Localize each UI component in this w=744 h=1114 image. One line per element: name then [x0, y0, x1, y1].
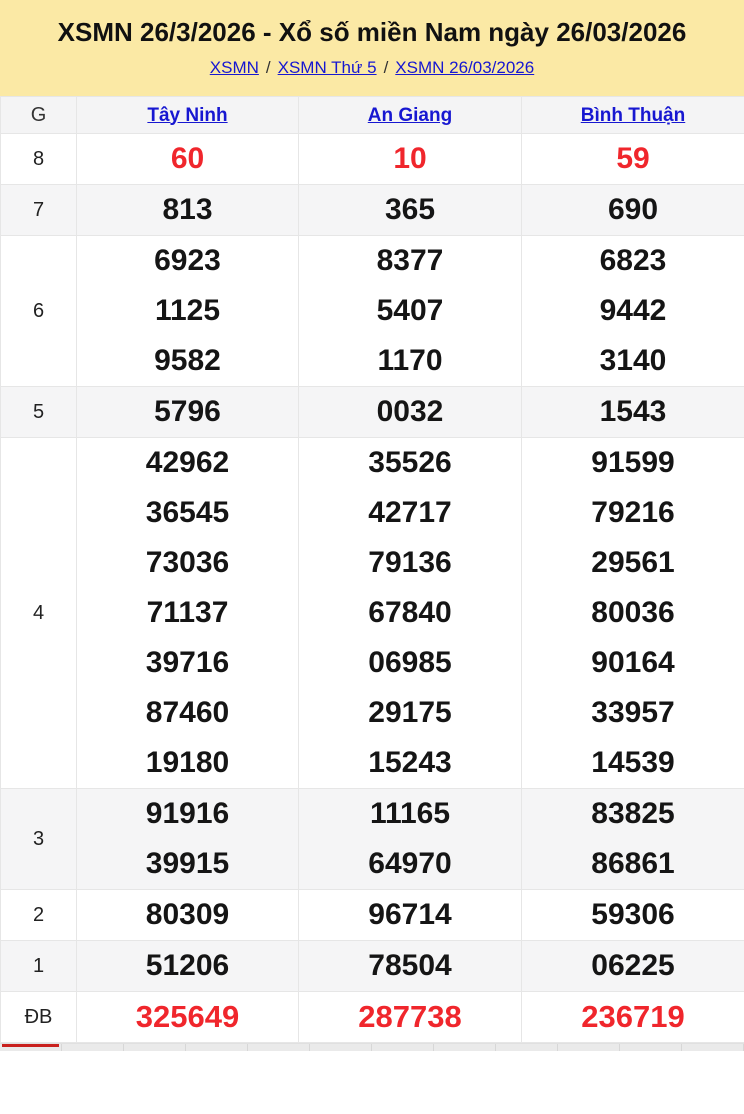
result-cell: [77, 236, 299, 387]
result-cell: [77, 134, 299, 185]
result-number: 64970: [368, 847, 452, 880]
result-number: 365: [384, 193, 436, 226]
result-cell: [77, 890, 299, 941]
result-cell: [77, 185, 299, 236]
result-number: 29561: [591, 546, 675, 579]
page-title: XSMN 26/3/2026 - Xổ số miền Nam ngày 26/03/2026: [57, 17, 687, 47]
breadcrumb-separator: /: [383, 58, 389, 77]
result-number: 5407: [376, 294, 444, 327]
breadcrumb-link-xsmn-date[interactable]: XSMN 26/03/2026: [395, 58, 535, 77]
result-cell: [522, 941, 744, 992]
result-number: 39915: [145, 847, 230, 880]
prize-label: 8: [1, 134, 77, 185]
result-cell: [77, 387, 299, 438]
result-number: 690: [607, 193, 659, 226]
bottom-tabs-strip[interactable]: [0, 1043, 744, 1051]
result-number: 6823: [599, 244, 667, 277]
result-number: 36545: [145, 496, 230, 529]
result-number: 29175: [368, 696, 452, 729]
result-cell: [299, 236, 522, 387]
prize-row-2: [1, 890, 744, 941]
province-link[interactable]: An Giang: [367, 104, 453, 126]
breadcrumb-separator: /: [265, 58, 271, 77]
result-number: 96714: [368, 898, 452, 931]
result-cell: [299, 387, 522, 438]
result-number: 236719: [581, 999, 685, 1034]
result-number: 91599: [591, 446, 675, 479]
prize-row-5: [1, 387, 744, 438]
province-link[interactable]: Bình Thuận: [580, 104, 686, 126]
result-number: 90164: [591, 646, 675, 679]
result-number: 51206: [145, 949, 230, 982]
result-number: 15243: [368, 746, 452, 779]
result-number: 87460: [145, 696, 230, 729]
result-number: 3140: [599, 344, 667, 377]
page-header: [0, 0, 744, 96]
result-number: 59306: [591, 898, 675, 931]
result-number: 813: [162, 193, 213, 226]
result-number: 79136: [368, 546, 452, 579]
prize-column-header: G: [1, 97, 77, 134]
result-cell: [77, 992, 299, 1043]
result-number: 42962: [145, 446, 230, 479]
prize-label: 4: [1, 438, 77, 789]
result-cell: [299, 438, 522, 789]
result-cell: [77, 438, 299, 789]
result-number: 325649: [135, 999, 240, 1034]
result-number: 9582: [154, 344, 221, 377]
result-number: 06985: [368, 646, 452, 679]
result-number: 33957: [591, 696, 675, 729]
result-cell: [299, 185, 522, 236]
result-cell: [522, 890, 744, 941]
table-header-row: [1, 97, 744, 134]
result-cell: [522, 387, 744, 438]
result-number: 9442: [599, 294, 667, 327]
province-header-an-giang: [299, 97, 522, 134]
result-number: 6923: [154, 244, 221, 277]
result-number: 10: [393, 142, 427, 175]
result-cell: [522, 185, 744, 236]
result-number: 287738: [358, 999, 462, 1034]
result-number: 0032: [376, 395, 444, 428]
prize-row-7: [1, 185, 744, 236]
result-number: 5796: [154, 395, 221, 428]
result-number: 86861: [591, 847, 675, 880]
result-number: 42717: [368, 496, 452, 529]
breadcrumb: [8, 58, 736, 78]
result-number: 60: [170, 142, 205, 175]
lottery-results-table: [0, 96, 744, 1043]
prize-row-3: [1, 789, 744, 890]
result-number: 71137: [146, 596, 229, 629]
result-number: 79216: [591, 496, 675, 529]
province-header-binh-thuan: [522, 97, 744, 134]
prize-row-ĐB: [1, 992, 744, 1043]
province-header-tay-ninh: [77, 97, 299, 134]
result-number: 8377: [376, 244, 444, 277]
result-cell: [77, 941, 299, 992]
result-number: 39716: [145, 646, 230, 679]
province-link[interactable]: Tây Ninh: [147, 104, 228, 126]
result-number: 59: [616, 142, 650, 175]
result-number: 67840: [368, 596, 452, 629]
result-cell: [522, 789, 744, 890]
result-number: 1543: [599, 395, 667, 428]
breadcrumb-link-xsmn[interactable]: XSMN: [209, 58, 259, 77]
result-cell: [522, 992, 744, 1043]
result-number: 1125: [154, 294, 221, 327]
result-number: 14539: [591, 746, 675, 779]
prize-label: 2: [1, 890, 77, 941]
result-cell: [522, 134, 744, 185]
result-number: 80309: [145, 898, 230, 931]
prize-label: 7: [1, 185, 77, 236]
prize-row-1: [1, 941, 744, 992]
result-number: 91916: [145, 797, 230, 830]
result-cell: [77, 789, 299, 890]
result-number: 83825: [591, 797, 675, 830]
result-cell: [299, 992, 522, 1043]
prize-row-6: [1, 236, 744, 387]
result-cell: [299, 890, 522, 941]
result-cell: [522, 438, 744, 789]
result-number: 1170: [377, 344, 443, 377]
prize-row-8: [1, 134, 744, 185]
result-number: 35526: [368, 446, 452, 479]
prize-row-4: [1, 438, 744, 789]
prize-label: 6: [1, 236, 77, 387]
result-number: 06225: [591, 949, 675, 982]
result-number: 19180: [145, 746, 230, 779]
result-cell: [299, 789, 522, 890]
result-cell: [522, 236, 744, 387]
prize-label: 3: [1, 789, 77, 890]
prize-label: 1: [1, 941, 77, 992]
prize-label: 5: [1, 387, 77, 438]
breadcrumb-link-xsmn-thu-5[interactable]: XSMN Thứ 5: [277, 58, 377, 77]
result-number: 78504: [368, 949, 452, 982]
result-number: 73036: [145, 546, 230, 579]
active-tab-indicator: [2, 1044, 59, 1047]
result-cell: [299, 941, 522, 992]
result-number: 11165: [369, 797, 451, 830]
result-cell: [299, 134, 522, 185]
result-number: 80036: [591, 596, 675, 629]
prize-label: ĐB: [1, 992, 77, 1043]
